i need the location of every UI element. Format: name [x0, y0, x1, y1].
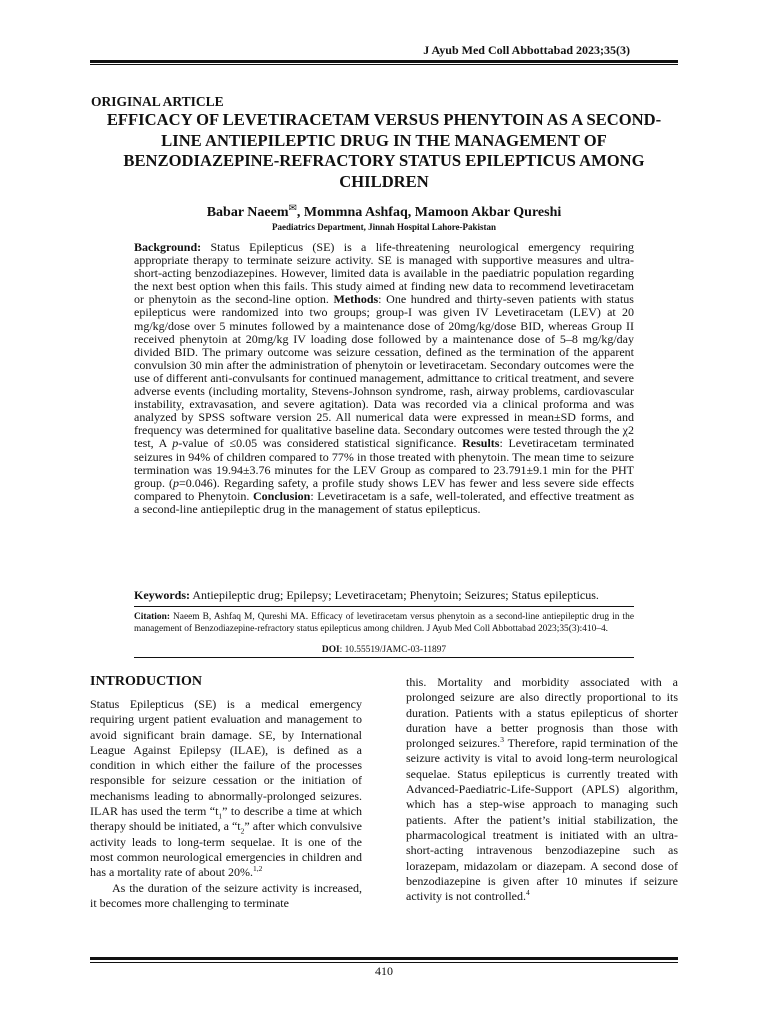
citation-label: Citation: — [134, 612, 170, 622]
page-number: 410 — [375, 964, 393, 978]
p-italic-2: p — [173, 475, 180, 490]
intro-p1-text-a: Status Epilepticus (SE) is a medical emergency requiring urgent patient evaluation and management to avoid significant brain damage. SE, by International League Against Epilepsy (ILAE), is defined as a condition in which either the failure of the processes responsible for seizure cessation or the initiation of mechanisms leading to abnormally-prolonged seizures. ILAR has used the term “t — [90, 697, 362, 819]
doi-label: DOI — [321, 645, 340, 655]
intro-paragraph-1 — [90, 697, 362, 881]
subscript-2: 2 — [240, 826, 245, 836]
keywords-text: Antiepileptic drug; Epilepsy; Levetiracetam; Phenytoin; Seizures; Status epilepticus. — [190, 588, 599, 602]
keywords-label: Keywords: — [134, 588, 190, 602]
intro-paragraph-2: As the duration of the seizure activity is increased, it becomes more challenging to terminate — [90, 880, 362, 910]
header-rule-thin — [90, 64, 678, 65]
p-italic: p — [172, 436, 179, 451]
intro-p1-text-b: ” to describe a time at which therapy should be initiated, a “t — [90, 804, 362, 834]
conclusion-text: : Levetiracetam is a safe, well-tolerated, and effective treatment as a second-line antiepileptic drug in the management of status epilepticus. — [134, 488, 635, 516]
background-text: Status Epilepticus (SE) is a life-threatening neurological emergency requiring appropriate therapy to terminate seizure activity. SE is managed with supportive measures and ultra-short-acting benzodiazepines. However, limited data is available in the paediatric population regarding the next best option when this fails. This study aimed at finding new data to recommend levetiracetam or phenytoin as the second-line option. — [134, 240, 634, 307]
intro-paragraph-3 — [406, 675, 678, 904]
reference-1-2[interactable]: 1,2 — [252, 864, 263, 874]
right-column — [406, 675, 678, 904]
intro-p1-text-c: ” after which convulsive activity leads to long-term sequelae. It is one of the most common neurological emergencies in children and has a mortality rate of about 20%. — [90, 819, 362, 880]
reference-3[interactable]: 3 — [500, 735, 504, 745]
methods-text: : One hundred and thirty-seven patients with status epilepticus were randomized into two groups; group-I was given IV Levetiracetam (LEV) at 20 mg/kg/dose over 5 minutes followed by a maintenance dose of 20mg/kg/dose BID, whereas Group II received phenytoin at 20mg/kg IV loading dose followed by a maintenance dose of 5–8 mg/kg/day divided BID. The primary outcome was seizure cessation, defined as the termination of the apparent convulsion 30 min after the administration of phenytoin or levetiracetam. Secondary outcomes were the use of different anti-convulsants for continued management, admittance to critical treatment, and severe adverse events (including mortality, Stevens-Johnson syndrome, rash, airway problems, cardiovascular instability, extravasation, and severe agitation). Data was recorded via a clinical proforma and was analyzed by SPSS software version 25. All numerical data were expressed in mean±SD forms, and frequency was determined for qualitative baseline data. Secondary outcomes were tested through the χ2 test, A — [134, 292, 634, 451]
citation — [134, 611, 634, 635]
footer-rule-thick — [90, 957, 678, 960]
citation-rule-bottom — [134, 657, 634, 658]
citation-text: Naeem B, Ashfaq M, Qureshi MA. Efficacy of levetiracetam versus phenytoin as a second-line antiepileptic drug in the management of Benzodiazepine-refractory status epilepticus among children. J Ayub Med Coll Abbottabad 2023;35(3):410–4. — [134, 612, 634, 634]
journal-header: J Ayub Med Coll Abbottabad 2023;35(3) — [423, 43, 630, 57]
doi-text[interactable]: : 10.55519/JAMC-03-11897 — [339, 645, 447, 655]
header-rule-thick — [90, 60, 678, 63]
methods-text-2: -value of ≤0.05 was considered statistical significance. — [178, 436, 463, 451]
intro-p3-text-b: Therefore, rapid termination of the seizure activity is vital to avoid long-term neurological sequelae. Status epilepticus is currently treated with Advanced-Paediatric-Life-Support (APLS) algorithm, which has a step-wise approach to managing such patients. After the patient’s initial stabilization, the pharmacological treatment is initiated with an ultra-short-acting intravenous benzodiazepine such as lorazepam, midazolam or diazepam. A second dose of benzodiazepine is given after 10 minutes if seizure activity is not controlled. — [406, 736, 678, 904]
methods-label: Methods — [333, 292, 379, 307]
introduction-heading: INTRODUCTION — [90, 674, 203, 689]
keywords — [134, 588, 634, 603]
section-label: ORIGINAL ARTICLE — [91, 94, 224, 109]
background-label: Background: — [134, 240, 202, 254]
first-author: Babar Naeem — [206, 205, 289, 220]
authors — [0, 205, 768, 221]
left-column — [90, 697, 362, 911]
results-label: Results — [462, 436, 500, 451]
reference-4[interactable]: 4 — [525, 888, 530, 898]
subscript-1: 1 — [218, 811, 223, 821]
doi[interactable] — [134, 645, 634, 655]
conclusion-label: Conclusion — [253, 488, 311, 503]
intro-p3-text-a: this. Mortality and morbidity associated with a prolonged seizure are also directly proportional to its duration. Patients with a status epilepticus of shorter duration have a better prognosis than those with prolonged seizures. — [406, 675, 678, 751]
results-text: : Levetiracetam terminated seizures in 94% of children compared to 77% in those treated with phenytoin. The mean time to seizure termination was 19.94±3.76 minutes for the LEV Group as compared to 23.791±9.1 min for the PHT group. ( — [134, 436, 634, 490]
footer-rule-thin — [90, 962, 678, 963]
affiliation: Paediatrics Department, Jinnah Hospital Lahore-Pakistan — [271, 222, 497, 232]
other-authors: , Mommna Ashfaq, Mamoon Akbar Qureshi — [296, 205, 562, 220]
citation-rule-top — [134, 606, 634, 607]
article-title: EFFICACY OF LEVETIRACETAM VERSUS PHENYTOIN AS A SECOND-LINE ANTIEPILEPTIC DRUG IN THE MANAGEMENT OF BENZODIAZEPINE-REFRACTORY STATUS EPILEPTICUS AMONG CHILDREN — [106, 110, 662, 191]
abstract — [134, 241, 634, 516]
results-text-2: =0.046). Regarding safety, a profile study shows LEV has fewer and less severe side effects compared to Phenytoin. — [134, 475, 634, 503]
email-icon[interactable]: ✉ — [288, 203, 297, 214]
